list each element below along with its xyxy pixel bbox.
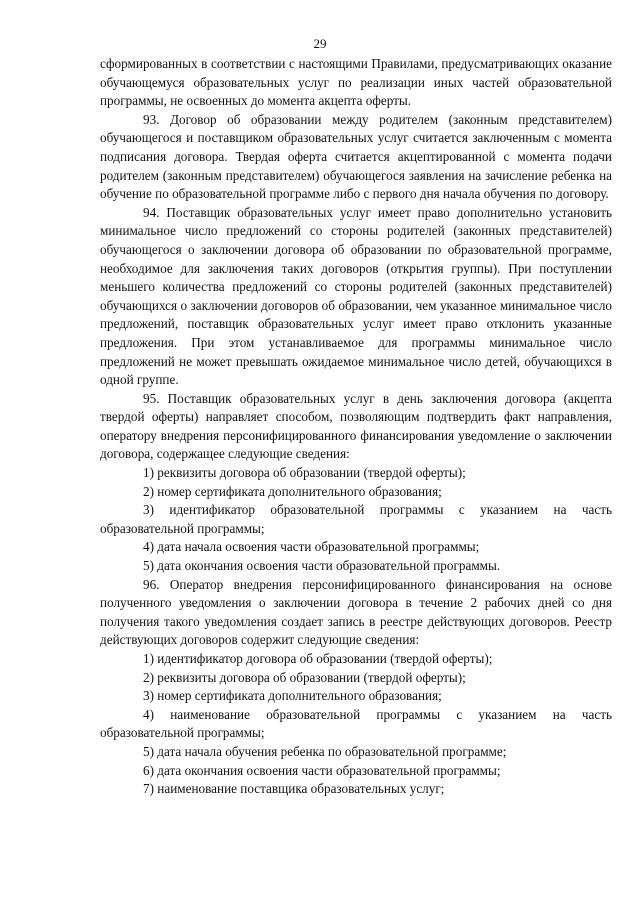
list-item-95-4: 4) дата начала освоения части образовательной программы; <box>143 539 480 555</box>
list-item-96-2: 2) реквизиты договора об образовании (твердой оферты); <box>143 669 466 685</box>
paragraph-93: 93. Договор об образовании между родителем (законным представителем) обучающегося и поставщиком образовательных услуг считается заключенным с момента подписания договора. Твердая оферта считается акцептированной с момента подачи родителем (законным представителем) обучающегося заявления на зачисление ребенка на обучение по образовательной программе либо с первого дня начала обучения по договору. <box>100 111 612 202</box>
list-item-96-6: 6) дата окончания освоения части образовательной программы; <box>143 762 501 778</box>
list-item-95-1: 1) реквизиты договора об образовании (твердой оферты); <box>143 465 466 481</box>
paragraph-94: 94. Поставщик образовательных услуг имеет право дополнительно установить минимальное число предложений со стороны родителей (законных представителей) обучающегося о заключении договора об образовании по образовательной программе, необходимое для заключения таких договоров (открытия группы). При поступлении меньшего количества предложений со стороны родителей (законных представителей) обучающихся о заключении договоров об образовании, чем указанное минимальное число предложений, поставщик образовательных услуг имеет право отклонить указанные предложения. При этом устанавливаемое для программы минимальное число предложений не может превышать ожидаемое минимальное число детей, обучающихся в одной группе. <box>100 204 612 388</box>
list-item-95-5: 5) дата окончания освоения части образовательной программы. <box>143 558 501 574</box>
paragraph-96: 96. Оператор внедрения персонифицированного финансирования на основе полученного уведомления о заключении договора в течение 2 рабочих дней со дня получения такого уведомления создает запись в реестре действующих договоров. Реестр действующих договоров содержит следующие сведения: <box>100 576 612 648</box>
list-item-95-3: 3) идентификатор образовательной программы с указанием на часть образовательной программы; <box>100 502 612 536</box>
list-item-96-7: 7) наименование поставщика образовательных услуг; <box>143 781 445 797</box>
list-item-96-3: 3) номер сертификата дополнительного образования; <box>143 688 442 704</box>
page-number: 29 <box>313 36 327 51</box>
paragraph-continuation: сформированных в соответствии с настоящими Правилами, предусматривающих оказание обучающемуся образовательных услуг по реализации иных частей образовательной программы, не освоенных до момента акцепта оферты. <box>100 56 612 109</box>
list-item-96-5: 5) дата начала обучения ребенка по образовательной программе; <box>143 743 507 759</box>
list-item-96-4: 4) наименование образовательной программы с указанием на часть образовательной программы; <box>100 706 612 741</box>
list-item-96-1: 1) идентификатор договора об образовании (твердой оферты); <box>143 651 493 666</box>
list-item-95-2: 2) номер сертификата дополнительного образования; <box>143 483 442 499</box>
document-body <box>100 55 612 799</box>
paragraph-95: 95. Поставщик образовательных услуг в день заключения договора (акцепта твердой оферты) направляет способом, позволяющим подтвердить факт направления, оператору внедрения персонифицированного финансирования уведомление о заключении договора, содержащее следующие сведения: <box>100 390 612 462</box>
